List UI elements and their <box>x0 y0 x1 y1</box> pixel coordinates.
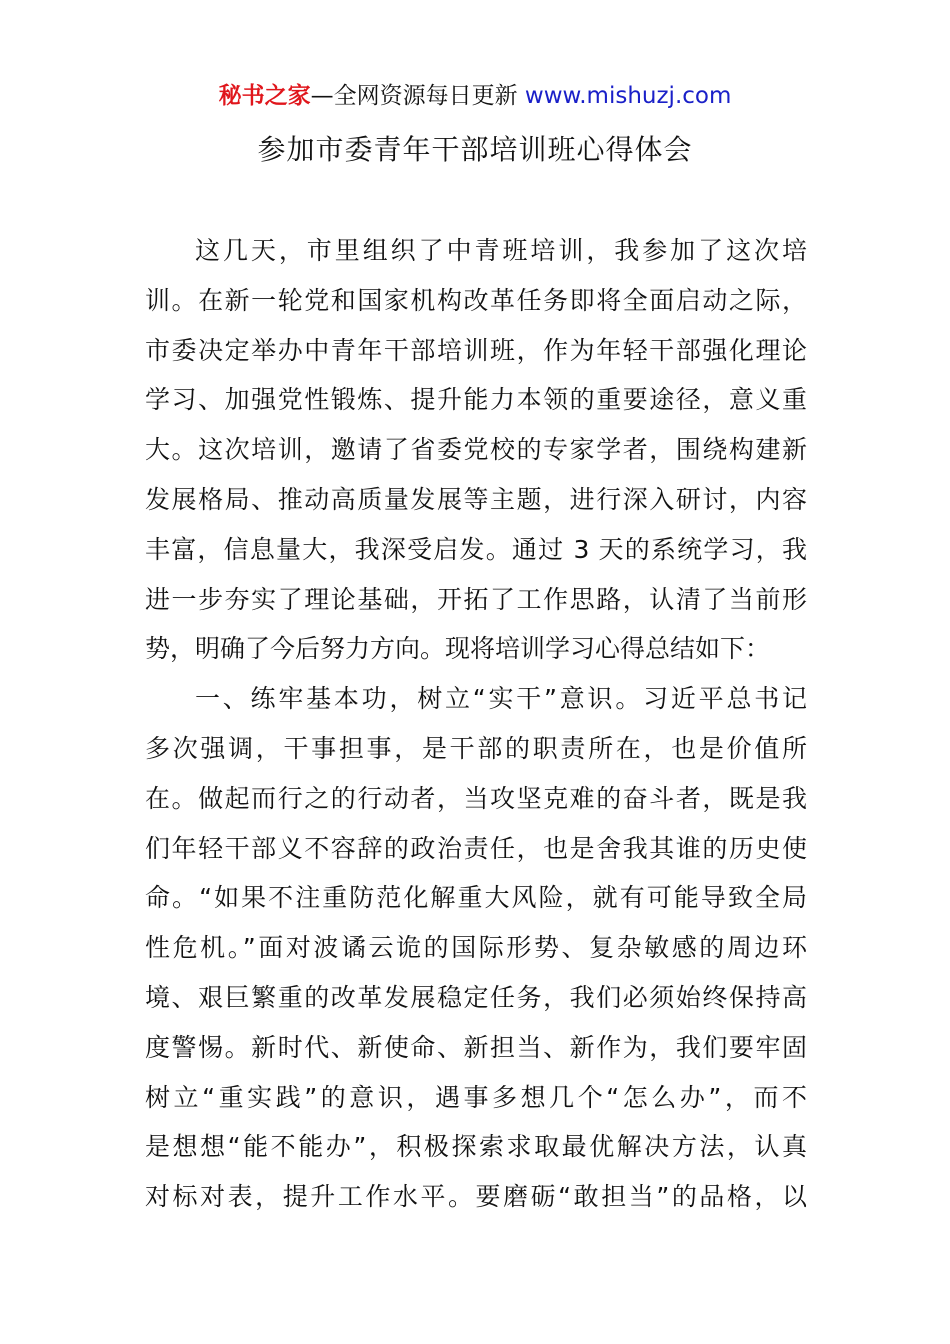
body-line: 在。做起而行之的行动者，当攻坚克难的奋斗者，既是我 <box>145 783 807 813</box>
body-line: 对标对表，提升工作水平。要磨砺“敢担当”的品格，以 <box>145 1182 807 1212</box>
body-line: 势，明确了今后努力方向。现将培训学习心得总结如下： <box>145 634 771 664</box>
body-line: 树立“重实践”的意识，遇事多想几个“怎么办”，而不 <box>145 1082 807 1112</box>
body-line: 境、艰巨繁重的改革发展稳定任务，我们必须始终保持高 <box>145 982 807 1012</box>
body-line: 市委决定举办中青年干部培训班，作为年轻干部强化理论 <box>145 335 807 365</box>
body-line: 发展格局、推动高质量发展等主题，进行深入研讨，内容 <box>145 484 807 514</box>
body-line: 度警惕。新时代、新使命、新担当、新作为，我们要牢固 <box>145 1032 807 1062</box>
body-line: 训。在新一轮党和国家机构改革任务即将全面启动之际， <box>145 285 807 315</box>
body-line: 学习、加强党性锻炼、提升能力本领的重要途径，意义重 <box>145 385 807 415</box>
body-line: 大。这次培训，邀请了省委党校的专家学者，围绕构建新 <box>145 435 807 465</box>
body-line: 一、练牢基本功，树立“实干”意识。习近平总书记 <box>195 684 807 714</box>
site-header <box>0 80 950 112</box>
body-line: 丰富，信息量大，我深受启发。通过 3 天的系统学习，我 <box>145 534 807 564</box>
document-title: 参加市委青年干部培训班心得体会 <box>257 133 693 166</box>
site-url[interactable]: www.mishuzj.com <box>524 83 732 109</box>
body-line: 是想想“能不能办”，积极探索求取最优解决方法，认真 <box>145 1132 807 1162</box>
site-brand: 秘书之家 <box>218 83 311 109</box>
body-line: 多次强调，干事担事，是干部的职责所在，也是价值所 <box>145 733 807 763</box>
body-line: 这几天，市里组织了中青班培训，我参加了这次培 <box>195 236 807 265</box>
body-line: 性危机。”面对波谲云诡的国际形势、复杂敏感的周边环 <box>145 933 807 963</box>
site-slogan: —全网资源每日更新 <box>310 83 525 109</box>
body-line: 进一步夯实了理论基础，开拓了工作思路，认清了当前形 <box>145 584 807 614</box>
document-body <box>145 226 807 1222</box>
body-line: 命。“如果不注重防范化解重大风险，就有可能导致全局 <box>145 883 807 913</box>
body-line: 们年轻干部义不容辞的政治责任，也是舍我其谁的历史使 <box>145 833 807 863</box>
